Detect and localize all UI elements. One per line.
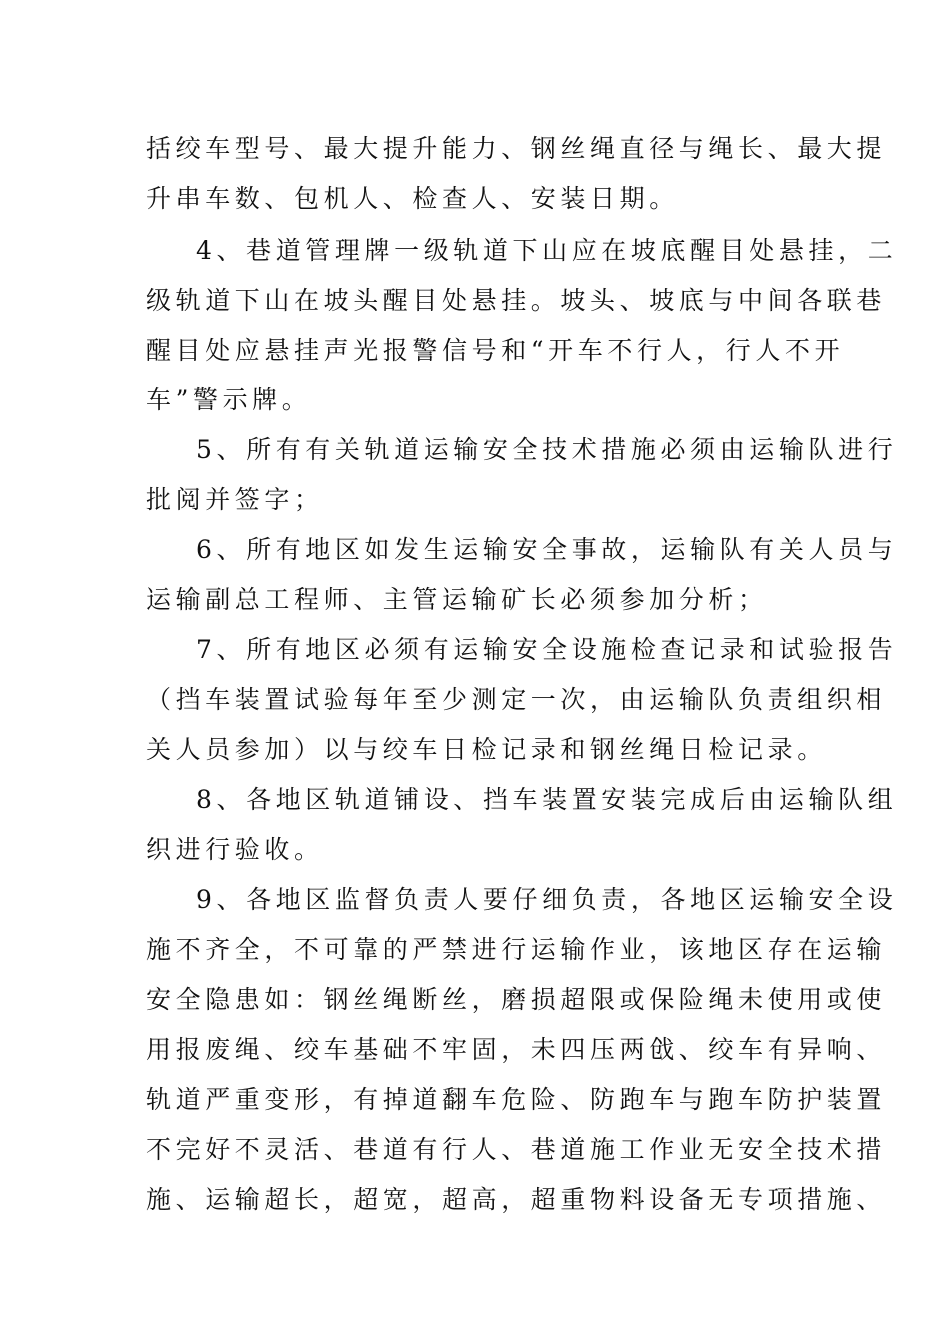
text-line: （挡车装置试验每年至少测定一次，由运输队负责组织相 xyxy=(146,685,887,714)
text-line: 级轨道下山在坡头醒目处悬挂。坡头、坡底与中间各联巷 xyxy=(146,286,887,315)
text-line: 关人员参加）以与绞车日检记录和钢丝绳日检记录。 xyxy=(146,735,827,764)
text-line: 运输副总工程师、主管运输矿长必须参加分析； xyxy=(146,585,768,614)
text-line: 轨道严重变形，有掉道翻车危险、防跑车与跑车防护装置 xyxy=(146,1085,887,1114)
text-line: 9、各地区监督负责人要仔细负责，各地区运输安全设 xyxy=(196,885,898,914)
text-line: 车”警示牌。 xyxy=(146,385,312,414)
text-line: 安全隐患如：钢丝绳断丝，磨损超限或保险绳未使用或使 xyxy=(146,985,887,1014)
text-line: 括绞车型号、最大提升能力、钢丝绳直径与绳长、最大提 xyxy=(146,134,887,163)
text-line: 施、运输超长，超宽，超高，超重物料设备无专项措施、 xyxy=(146,1185,887,1214)
text-line: 织进行验收。 xyxy=(146,835,324,864)
text-line: 7、所有地区必须有运输安全设施检查记录和试验报告 xyxy=(196,635,898,664)
text-line: 不完好不灵活、巷道有行人、巷道施工作业无安全技术措 xyxy=(146,1135,887,1164)
text-line: 用报废绳、绞车基础不牢固，未四压两戗、绞车有异响、 xyxy=(146,1035,887,1064)
text-line: 4、巷道管理牌一级轨道下山应在坡底醒目处悬挂，二 xyxy=(196,236,898,265)
text-line: 8、各地区轨道铺设、挡车装置安装完成后由运输队组 xyxy=(196,785,898,814)
text-line: 醒目处应悬挂声光报警信号和“开车不行人，行人不开 xyxy=(146,336,845,365)
text-line: 6、所有地区如发生运输安全事故，运输队有关人员与 xyxy=(196,535,898,564)
text-line: 施不齐全，不可靠的严禁进行运输作业，该地区存在运输 xyxy=(146,935,887,964)
text-line: 批阅并签字； xyxy=(146,485,324,514)
text-line: 5、所有有关轨道运输安全技术措施必须由运输队进行 xyxy=(196,435,898,464)
text-line: 升串车数、包机人、检查人、安装日期。 xyxy=(146,184,679,213)
